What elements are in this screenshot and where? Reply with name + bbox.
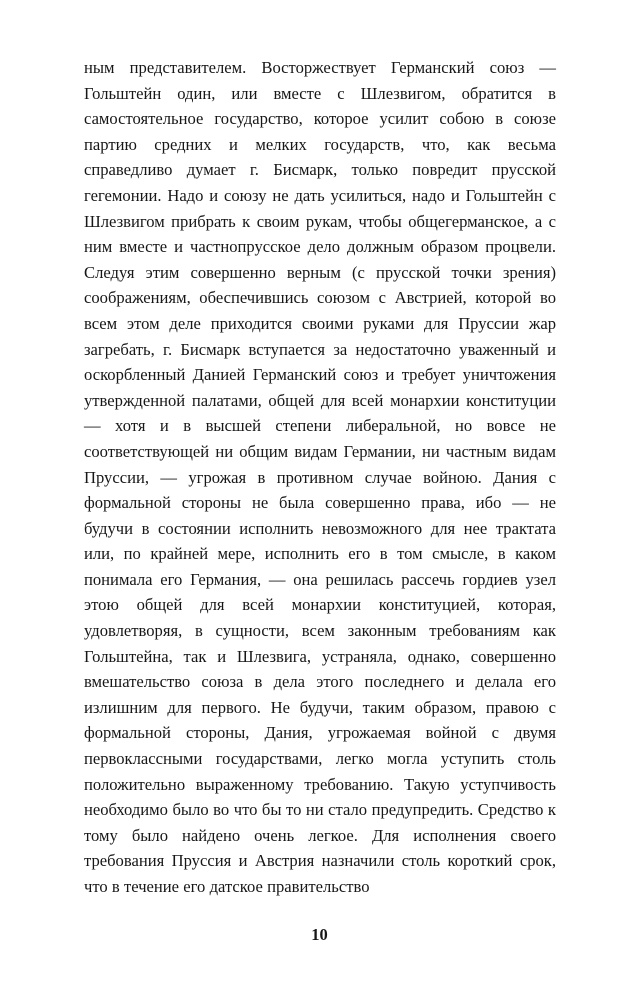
page-number: 10 (311, 925, 328, 944)
body-paragraph: ным представителем. Восторжествует Германский союз — Гольштейн один, или вместе с Шлезвигом, обратится в самостоятельное государство, которое усилит собою в союзе партию средних и мелких государств, что, как весьма справедливо думает г. Бисмарк, только повредит прусской гегемонии. Надо и союзу не дать усилиться, надо и Гольштейн с Шлезвигом прибрать к своим рукам, чтобы общегерманское, а с ним вместе и частнопрусское дело должным образом процвели. Следуя этим совершенно верным (с прусской точки зрения) соображениям, обеспечившись союзом с Австрией, которой во всем этом деле приходится своими руками для Пруссии жар загребать, г. Бисмарк вступается за недостаточно уваженный и оскорбленный Данией Германский союз и требует уничтожения утвержденной палатами, общей для всей монархии конституции — хотя и в высшей степени либеральной, но вовсе не соответствующей ни общим видам Германии, ни частным видам Пруссии, — угрожая в противном случае войною. Дания с формальной стороны не была совершенно права, ибо — не будучи в состоянии исполнить невозможного для нее трактата или, по крайней мере, исполнить его в том смысле, в каком понимала его Германия, — она решилась рассечь гордиев узел этою общей для всей монархии конституцией, которая, удовлетворяя, в сущности, всем законным требованиям как Гольштейна, так и Шлезвига, устраняла, однако, совершенно вмешательство союза в дела этого последнего и делала его излишним для первого. Не будучи, таким образом, правою с формальной стороны, Дания, угрожаемая войной с двумя первоклассными государствами, легко могла уступить столь положительно выраженному требованию. Такую уступчивость необходимо было во что бы то ни стало предупредить. Средство к тому было найдено очень легкое. Для исполнения своего требования Пруссия и Австрия назначили столь короткий срок, что в течение его датское правительство (84, 58, 556, 896)
text-column (84, 55, 556, 900)
